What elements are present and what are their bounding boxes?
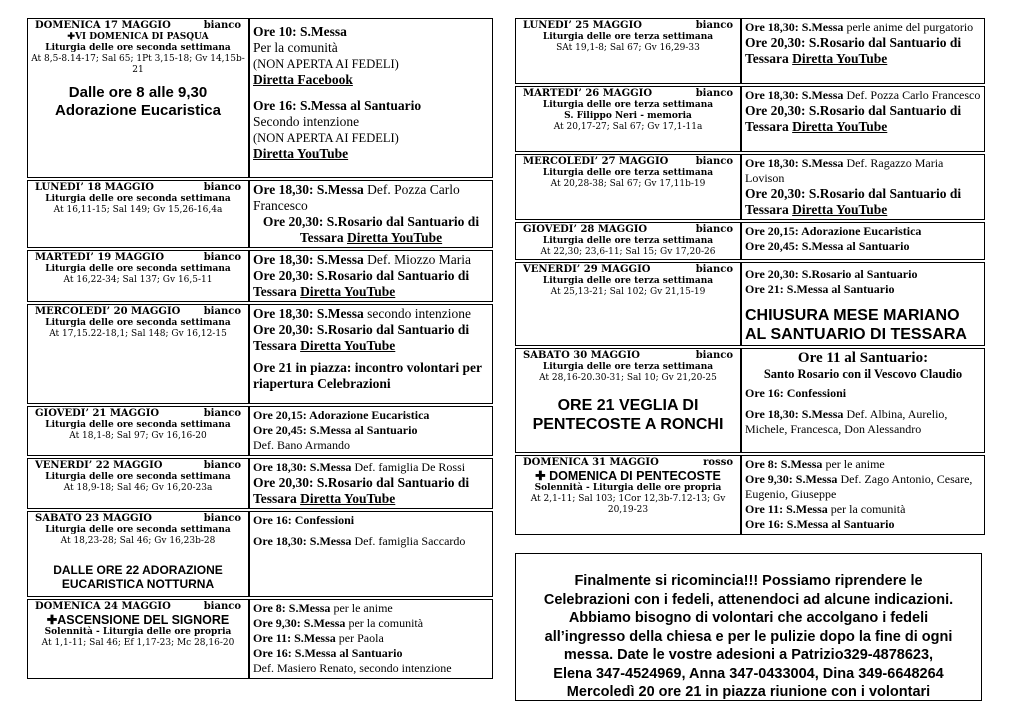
day-title: VENERDI’ 29 MAGGIO	[523, 264, 651, 275]
event-time: Ore 20,30: S.Rosario dal Santuario di Tessara	[745, 35, 962, 66]
liturgical-color: bianco	[695, 224, 733, 235]
liturgy-text: Liturgia delle ore seconda settimana	[45, 472, 231, 482]
day-header	[519, 156, 737, 168]
youtube-live-link[interactable]: Diretta YouTube	[300, 284, 396, 299]
day-row	[27, 406, 493, 456]
day-header	[31, 252, 245, 264]
liturgy-text: Liturgia delle ore terza settimana	[542, 276, 714, 286]
youtube-live-link[interactable]: Diretta YouTube	[300, 491, 396, 506]
cross-icon: ✚	[46, 613, 58, 627]
event-intent: per la comunità	[827, 502, 906, 516]
day-title: MARTEDI’ 19 MAGGIO	[35, 252, 165, 263]
event-time: Ore 9,30: S.Messa	[745, 472, 838, 486]
day-title: GIOVEDI’ 21 MAGGIO	[35, 408, 160, 419]
liturgical-color: bianco	[203, 601, 241, 612]
day-row	[27, 18, 493, 178]
event-time: Ore 20,30: S.Rosario dal Santuario di Tessara	[745, 103, 962, 134]
liturgical-color: bianco	[695, 264, 733, 275]
event-intent: Def. famiglia De Rossi	[351, 460, 466, 474]
day-title: DOMENICA 31 MAGGIO	[523, 457, 659, 468]
notice-line: Mercoledì 20 ore 21 in piazza riunione con i volontari	[566, 684, 931, 700]
events-cell	[741, 262, 985, 346]
day-header	[519, 350, 737, 362]
liturgical-color: bianco	[695, 88, 733, 99]
highlight-line: DALLE ORE 22 ADORAZIONE	[53, 563, 223, 577]
event-line: Per la comunità	[253, 40, 338, 55]
youtube-live-link[interactable]: Diretta YouTube	[300, 338, 396, 353]
calendar-right	[515, 16, 985, 537]
event-time: Ore 18,30: S.Messa	[253, 252, 364, 267]
event-intent: Def. Zago Antonio, Cesare, Eugenio, Giuseppe	[745, 472, 973, 501]
day-title: VENERDI’ 22 MAGGIO	[35, 460, 163, 471]
youtube-live-link[interactable]: Diretta YouTube	[792, 202, 888, 217]
event-time: Ore 20,30: S.Rosario dal Santuario di Tessara	[253, 322, 470, 353]
event-line: Ore 16: S.Messa al Santuario	[745, 517, 895, 531]
events-cell	[249, 406, 493, 456]
liturgical-color: bianco	[203, 408, 241, 419]
event-intent: per la comunità	[345, 616, 424, 630]
youtube-live-link[interactable]: Diretta YouTube	[347, 230, 443, 245]
day-header	[31, 20, 245, 32]
feast-label: VI DOMENICA DI PASQUA	[74, 32, 209, 42]
feast-title	[31, 613, 245, 627]
event-time: Ore 20,30: S.Rosario dal Santuario di Tessara	[262, 214, 480, 245]
day-header	[519, 264, 737, 276]
event-intent: Def. Albina, Aurelio, Michele, Francesca, Don Alessandro	[745, 407, 948, 436]
day-row	[27, 250, 493, 302]
events-cell	[249, 18, 493, 178]
cross-icon: ✚	[535, 469, 546, 483]
event-intent: Def. Ragazzo Maria Lovison	[745, 156, 944, 185]
liturgy-text: Liturgia delle ore seconda settimana	[45, 420, 231, 430]
notice-line: Elena 347-4524969, Anna 347-0433004, Dina 349-6648264	[553, 665, 944, 682]
day-header	[31, 460, 245, 472]
liturgical-color: bianco	[203, 306, 241, 317]
readings-text: At 25,13-21; Sal 102; Gv 21,15-19	[550, 287, 706, 297]
day-row	[515, 222, 985, 260]
day-header	[31, 182, 245, 194]
saint-memorial: S. Filippo Neri - memoria	[564, 111, 692, 121]
event-line: Ore 20,15: Adorazione Eucaristica	[745, 224, 922, 238]
liturgical-color: bianco	[203, 460, 241, 471]
day-row	[27, 599, 493, 679]
event-line: Ore 16: S.Messa al Santuario	[253, 98, 422, 113]
feast-title	[519, 469, 737, 483]
day-info	[27, 18, 249, 178]
notice-line: Abbiamo bisogno di volontari che accolgano i fedeli	[568, 610, 929, 626]
day-row	[515, 262, 985, 346]
readings-text: At 8,5-8.14-17; Sal 65; 1Pt 3,15-18; Gv 14,15b-21	[31, 54, 245, 75]
events-cell	[741, 86, 985, 152]
cross-icon: ✚	[67, 32, 75, 42]
day-info	[515, 222, 741, 260]
day-info	[515, 262, 741, 346]
highlight-line: PENTECOSTE A RONCHI	[532, 416, 724, 433]
readings-text: At 2,1-11; Sal 103; 1Cor 12,3b-7.12-13; Gv 20,19-23	[530, 494, 726, 515]
readings-text: At 22,30; 23,6-11; Sal 15; Gv 17,20-26	[540, 247, 716, 257]
event-time: Ore 20,30: S.Rosario dal Santuario di Tessara	[253, 268, 470, 299]
day-header	[31, 306, 245, 318]
event-line: Ore 21 in piazza: incontro volontari per riapertura Celebrazioni	[253, 360, 482, 391]
youtube-live-link[interactable]: Diretta YouTube	[792, 51, 888, 66]
readings-text: At 20,28-38; Sal 67; Gv 17,11b-19	[550, 179, 706, 189]
day-info	[27, 250, 249, 302]
liturgy-text: Liturgia delle ore terza settimana	[542, 362, 714, 372]
event-intent: perle anime del purgatorio	[843, 20, 974, 34]
day-row	[515, 18, 985, 84]
event-time: Ore 8: S.Messa	[745, 457, 823, 471]
day-info	[27, 180, 249, 248]
calendar-left	[27, 16, 493, 681]
day-info	[515, 86, 741, 152]
liturgy-text: Liturgia delle ore seconda settimana	[45, 43, 231, 53]
event-line: Ore 20,15: Adorazione Eucaristica	[253, 408, 430, 422]
event-line: Ore 10: S.Messa	[253, 24, 347, 39]
day-row	[515, 86, 985, 152]
day-title: MERCOLEDI’ 27 MAGGIO	[523, 156, 669, 167]
event-time: Ore 18,30: S.Messa	[253, 534, 352, 548]
day-info	[515, 154, 741, 220]
day-info	[27, 511, 249, 597]
event-line: Ore 11 al Santuario:	[797, 350, 929, 366]
event-line: Ore 20,45: S.Messa al Santuario	[745, 239, 910, 253]
liturgy-text: Solennità - Liturgia delle ore propria	[534, 483, 722, 493]
liturgy-text: Liturgia delle ore seconda settimana	[45, 525, 231, 535]
event-line: Santo Rosario con il Vescovo Claudio	[763, 367, 963, 381]
day-header	[31, 408, 245, 420]
readings-text: At 1,1-11; Sal 46; Ef 1,17-23; Mc 28,16-20	[41, 638, 235, 648]
day-info	[515, 18, 741, 84]
event-time: Ore 11: S.Messa	[745, 502, 828, 516]
readings-text: At 18,9-18; Sal 46; Gv 16,20-23a	[63, 483, 213, 493]
day-row	[27, 304, 493, 404]
event-intent: Def. Pozza Carlo Francesco	[253, 182, 460, 213]
day-title: MARTEDI’ 26 MAGGIO	[523, 88, 653, 99]
events-cell	[249, 180, 493, 248]
volunteer-notice	[515, 553, 982, 701]
readings-text: At 18,23-28; Sal 46; Gv 16,23b-28	[60, 536, 216, 546]
liturgical-color: bianco	[203, 20, 241, 31]
feast-title	[31, 32, 245, 43]
feast-label: ASCENSIONE DEL SIGNORE	[57, 613, 230, 627]
day-header	[519, 457, 737, 469]
readings-text: At 16,22-34; Sal 137; Gv 16,5-11	[63, 275, 213, 285]
event-line: Ore 16: Confessioni	[745, 386, 847, 400]
day-row	[27, 458, 493, 509]
liturgy-text: Liturgia delle ore seconda settimana	[45, 264, 231, 274]
events-cell	[249, 599, 493, 679]
liturgical-color: bianco	[203, 182, 241, 193]
events-cell	[249, 511, 493, 597]
readings-text: At 16,11-15; Sal 149; Gv 15,26-16,4a	[53, 205, 223, 215]
liturgical-color: bianco	[695, 350, 733, 361]
event-intent: secondo intenzione	[363, 306, 471, 321]
event-time: Ore 18,30: S.Messa	[745, 88, 844, 102]
day-header	[519, 20, 737, 32]
day-header	[31, 601, 245, 613]
day-header	[31, 513, 245, 525]
notice-line: Celebrazioni con i fedeli, attenendoci ad alcune indicazioni.	[543, 591, 954, 608]
liturgical-color: bianco	[203, 513, 241, 524]
day-title: DOMENICA 17 MAGGIO	[35, 20, 171, 31]
notice-line: messa. Date le vostre adesioni a Patrizio329-4878623,	[563, 647, 934, 663]
day-row	[515, 348, 985, 453]
liturgy-text: Liturgia delle ore terza settimana	[542, 168, 714, 178]
day-info	[27, 599, 249, 679]
highlight-line: EUCARISTICA NOTTURNA	[61, 577, 215, 591]
events-cell	[741, 154, 985, 220]
highlight-line: Adorazione Eucaristica	[55, 102, 221, 119]
event-line: Ore 21: S.Messa al Santuario	[745, 282, 895, 296]
liturgy-text: Liturgia delle ore terza settimana	[542, 100, 714, 110]
closing-announcement: AL SANTUARIO DI TESSARA	[745, 326, 967, 343]
day-title: MERCOLEDI’ 20 MAGGIO	[35, 306, 181, 317]
events-cell	[249, 304, 493, 404]
liturgy-text: Liturgia delle ore seconda settimana	[45, 194, 231, 204]
feast-label: DOMENICA DI PENTECOSTE	[549, 469, 721, 483]
events-cell	[249, 250, 493, 302]
notice-line: all’ingresso della chiesa e per le pulizie dopo la fine di ogni	[544, 628, 953, 645]
readings-text: At 20,17-27; Sal 67; Gv 17,1-11a	[553, 122, 703, 132]
day-info	[515, 455, 741, 535]
event-intent: Def. Pozza Carlo Francesco	[843, 88, 981, 102]
events-cell	[741, 455, 985, 535]
liturgy-text: Liturgia delle ore terza settimana	[542, 236, 714, 246]
day-row	[27, 180, 493, 248]
day-row	[515, 154, 985, 220]
liturgy-text: Liturgia delle ore seconda settimana	[45, 318, 231, 328]
day-title: LUNEDI’ 18 MAGGIO	[35, 182, 154, 193]
events-cell	[741, 222, 985, 260]
highlight-line: Dalle ore 8 alle 9,30	[68, 84, 208, 101]
liturgical-color: bianco	[695, 20, 733, 31]
day-header	[519, 224, 737, 236]
day-title: SABATO 30 MAGGIO	[523, 350, 640, 361]
event-line: Ore 16: S.Messa al Santuario	[253, 646, 403, 660]
event-intent: Def. famiglia Saccardo	[351, 534, 466, 548]
event-line: Ore 16: Confessioni	[253, 513, 355, 527]
event-intent: per le anime	[822, 457, 885, 471]
right-column	[515, 16, 985, 537]
readings-text: At 18,1-8; Sal 97; Gv 16,16-20	[69, 431, 207, 441]
liturgy-text: Liturgia delle ore terza settimana	[542, 32, 714, 42]
liturgical-color: bianco	[203, 252, 241, 263]
event-intent: per Paola	[335, 631, 384, 645]
event-time: Ore 20,30: S.Rosario dal Santuario di Tessara	[745, 186, 962, 217]
event-intent: per le anime	[330, 601, 393, 615]
left-column	[27, 16, 493, 681]
day-info	[515, 348, 741, 453]
event-line: (NON APERTA AI FEDELI)	[253, 57, 399, 71]
event-time: Ore 18,30: S.Messa	[253, 306, 364, 321]
event-line: Def. Bano Armando	[253, 438, 350, 452]
event-line: (NON APERTA AI FEDELI)	[253, 131, 399, 145]
event-line: Ore 20,45: S.Messa al Santuario	[253, 423, 418, 437]
closing-announcement: CHIUSURA MESE MARIANO	[745, 307, 960, 324]
highlight-line: ORE 21 VEGLIA DI	[557, 397, 699, 414]
notice-line: Finalmente si ricomincia!!! Possiamo riprendere le	[574, 573, 923, 589]
event-time: Ore 18,30: S.Messa	[745, 156, 844, 170]
event-time: Ore 20,30: S.Rosario dal Santuario di Tessara	[253, 475, 470, 506]
youtube-live-link[interactable]: Diretta YouTube	[792, 119, 888, 134]
day-title: GIOVEDI’ 28 MAGGIO	[523, 224, 648, 235]
day-row	[27, 511, 493, 597]
events-cell	[249, 458, 493, 509]
event-time: Ore 18,30: S.Messa	[745, 407, 844, 421]
day-info	[27, 304, 249, 404]
youtube-live-link[interactable]: Diretta YouTube	[253, 146, 349, 161]
day-title: LUNEDI’ 25 MAGGIO	[523, 20, 642, 31]
event-time: Ore 18,30: S.Messa	[253, 182, 364, 197]
day-title: DOMENICA 24 MAGGIO	[35, 601, 171, 612]
event-line: Def. Masiero Renato, secondo intenzione	[253, 661, 452, 675]
event-time: Ore 18,30: S.Messa	[745, 20, 844, 34]
liturgical-color: bianco	[695, 156, 733, 167]
event-time: Ore 18,30: S.Messa	[253, 460, 352, 474]
day-title: SABATO 23 MAGGIO	[35, 513, 152, 524]
day-header	[519, 88, 737, 100]
liturgy-text: Solennità - Liturgia delle ore propria	[44, 627, 232, 637]
facebook-live-link[interactable]: Diretta Facebook	[253, 72, 353, 87]
day-row	[515, 455, 985, 535]
events-cell	[741, 348, 985, 453]
readings-text: At 28,16-20.30-31; Sal 10; Gv 21,20-25	[539, 373, 717, 383]
readings-text: At 17,15.22-18,1; Sal 148; Gv 16,12-15	[49, 329, 227, 339]
event-time: Ore 8: S.Messa	[253, 601, 331, 615]
event-line: Secondo intenzione	[253, 114, 360, 129]
event-time: Ore 11: S.Messa	[253, 631, 336, 645]
event-line: Ore 20,30: S.Rosario al Santuario	[745, 267, 918, 281]
events-cell	[741, 18, 985, 84]
event-intent: Def. Miozzo Maria	[363, 252, 471, 267]
liturgical-color: rosso	[703, 457, 733, 468]
day-info	[27, 458, 249, 509]
event-time: Ore 9,30: S.Messa	[253, 616, 346, 630]
day-info	[27, 406, 249, 456]
readings-text: SAt 19,1-8; Sal 67; Gv 16,29-33	[556, 43, 700, 53]
